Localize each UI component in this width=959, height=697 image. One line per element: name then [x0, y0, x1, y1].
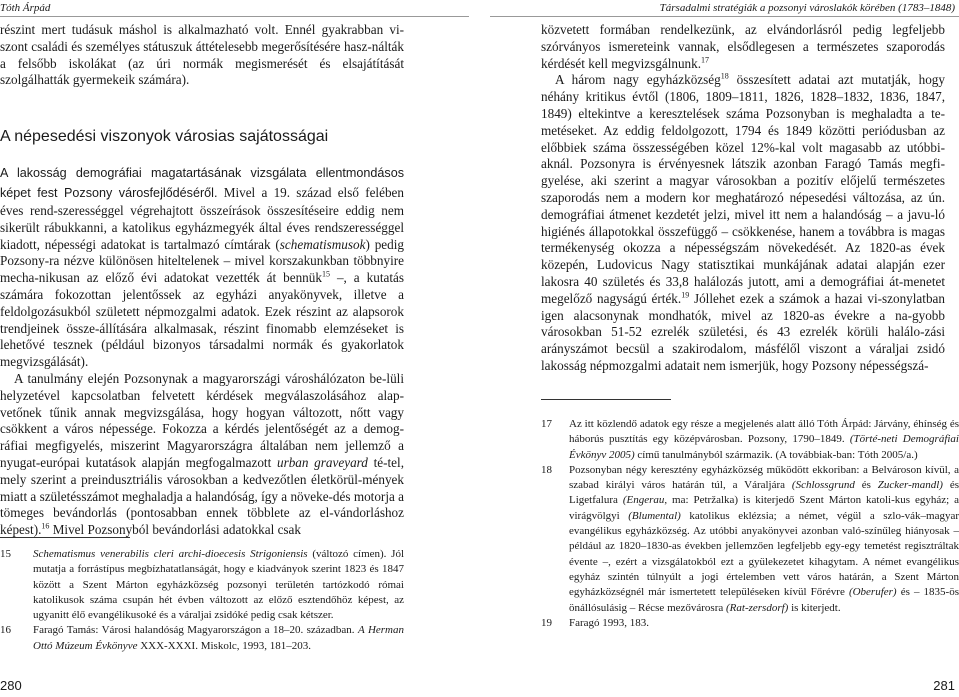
lead-text: A lakosság demográfiai magatartásának vizsgálata ellentmondásos képet fest Pozsony városfejlődéséről. [0, 166, 404, 200]
footnote-em: (Schlossgrund [791, 479, 855, 492]
footnote-text: Az itt közlendő adatok egy része a megjelenés alatt álló Tóth Árpád: Járvány, éhínség és háborús pusztítás egy középvárosban. Pozsony, 1790–1849. [569, 418, 959, 446]
p2-text-a: A tanulmány elején Pozsonynak a magyarországi városhálózaton be-lüli helyzetével kapcsolatban felvetett kérdések megválaszolásához alap-vetőnek tűnik annak megvizsgálása, hogy hogyan változott, nőtt vagy csökkent a város népessége. Fokozza a kérdés jelentőségét az a demog-ráfiai megfigyelés, miszerint Magyarországra általában nem jellemző a nyugat-európai kutatások alapján megfogalmazott [0, 370, 404, 470]
footnote-text: című tanulmányból származik. (A továbbiak-ban: Tóth 2005/a.) [634, 448, 918, 461]
header-rule-right [490, 16, 959, 17]
footnote-15 [0, 547, 404, 623]
footnote-em: Schematismus venerabilis cleri archi-dioecesis Strigoniensis [33, 548, 308, 560]
footnote-divider-right [541, 399, 671, 400]
header-rule-left [0, 16, 469, 17]
left-intro-paragraph [0, 22, 404, 89]
footnote-em: (Engerau [622, 494, 665, 507]
footnote-number: 16 [0, 624, 11, 637]
running-header-right: Társadalmi stratégiák a pozsonyi városlakók körében (1783–1848) [659, 2, 955, 14]
p1-text-a: Mivel a 19. század első felében éves rend-szerességgel végrehajtott összeírások összesítéseire eddig nem sikerült rábukkanni, a katolikus egyházmegyék által éves rendszerességgel kiadott, népességi adatokat is tartalmazó címtárak ( [0, 185, 404, 252]
footnote-text: Pozsonyban négy keresztény egyházközség működött ekkoriban: a Belvároson kívül, a szabad királyi város határán túl, a Váraljára [569, 463, 959, 492]
left-body [0, 163, 404, 539]
footnote-18 [541, 463, 959, 616]
footnote-number: 15 [0, 548, 11, 560]
footnote-text: (változó címen). Jól mutatja a forrástípus megbízhatatlanságát, hogy e kiadványok szerint 1823 és 1847 között a Szent Márton egyházközség pozsonyi területén tartózkodó római katolikusok száma csupán hét évben változott az előző esztendőhöz képest, az ugyanitt élő evangélikusoké és a váraljai zsidóké pedig csak kétszer. [33, 548, 404, 622]
footnote-number: 19 [541, 616, 552, 629]
section-heading: A népesedési viszonyok városias sajátosságai [0, 128, 329, 145]
footnote-em: (Törté-neti Demográfiai Évkönyv 2005) [569, 433, 959, 461]
footnote-number: 17 [541, 418, 552, 430]
footnote-17 [541, 417, 959, 463]
footnote-text: XXX-XXXI. Miskolc, 1993, 181–203. [137, 639, 312, 652]
left-intro-text: részint mert tudásuk máshol is alkalmazható volt. Ennél gyakrabban vi-szont családi és személyes státuszuk áttételesebb megerősítésére hasz-nálták a felsőbb iskolákat (az úri normák megismerését és elsajátítását szolgálhatták gyermekeik számára). [0, 22, 404, 88]
footnote-ref-16[interactable]: 16 [41, 521, 50, 531]
footnote-em: A Herman Ottó Múzeum Évkönyve [33, 624, 405, 652]
footnote-text: Faragó Tamás: Városi halandóság Magyarországon a 18–20. században. [33, 624, 358, 637]
footnotes-right [541, 417, 959, 631]
rp2-text-c: Jóllehet ezek a számok a hazai vi-szonylatban igen alacsonynak mondhatók, mivel az 1820-as évekre a na-gyobb városokban 51-52 ezrelék születési, és 43 ezrelék körüli halálo-zási arányszámot becsül a szakirodalom, másfélől viszont a váraljai zsidó lakosság népmozgalmi adatait nem ismerjük, hogy Pozsony népességszá- [541, 290, 945, 373]
footnote-19 [541, 616, 959, 631]
left-paragraph-1 [0, 163, 404, 371]
footnote-text: is kiterjedt. [788, 601, 841, 614]
footnote-em: (Oberufer) [848, 586, 897, 599]
footnote-text: és [854, 479, 878, 492]
running-header-left: Tóth Árpád [0, 2, 51, 14]
footnotes-left [0, 547, 404, 654]
footnote-divider-left [0, 537, 130, 538]
p2-text-b: té-tel, mely szerint a preindusztriális városokban a kedvezőtlen életkörül-mények miatt a születésszámot meghaladja a halandóság, így a növeke-dés motorja a tömeges bevándorlás (pontosabban ennek többlete az el-vándorláshoz képest). [0, 454, 405, 538]
left-paragraph-2 [0, 371, 404, 539]
rp2-text-a: A három nagy egyházközség [555, 72, 721, 88]
p1-em: schematismusok [279, 236, 366, 252]
page-number-left: 280 [0, 678, 22, 693]
p2-em: urban graveyard [276, 454, 368, 470]
footnote-em: Zucker-mandl) [877, 479, 943, 492]
footnote-ref-17[interactable]: 17 [701, 55, 710, 65]
p1-text-c: –, a kutatás számára fokozottan jelentőssek az egyházi anyakönyvek, illetve a feldolgozásukból született népmozgalmi adatok. Ezek részint az alapsorok trendjeinek össze-állítására alkalmasak, részint finomabb elemzéseket is lehetővé tesznek (például bizonyos társadalmi normák és gyakorlatok megvizsgálását). [0, 270, 404, 370]
right-body [541, 22, 945, 375]
rp1-text: közvetett formában rendelkezünk, az elvándorlásról pedig legfeljebb szórványos ismereteink vannak, elsődlegesen a természetes szaporodás kérdését kell megvizsgálnunk. [541, 22, 945, 71]
page-number-right: 281 [933, 678, 955, 693]
right-paragraph-2 [541, 72, 945, 374]
footnote-text: és – 1835-ös önállósulásig – Récse mezővárosra [569, 586, 959, 614]
footnote-16 [0, 623, 404, 654]
footnote-text: és Ligetfalura [569, 479, 959, 507]
footnote-text: , ma: Petržalka) is kiterjedő Szent Márton katoli-kus egyház; a virágvölgyi [569, 494, 959, 522]
footnote-em: (Blumental) [628, 509, 681, 522]
footnote-number: 18 [541, 463, 552, 476]
rp2-text-b: összesített adatai azt mutatják, hogy néhány kritikus évtől (1806, 1809–1811, 1826, 1828–1832, 1836, 1847, 1849) eltekintve a keresztelések száma Pozsonyban is meghaladta a te-metéseket. Az eddig feldolgozott, 1794 és 1849 közötti periódusban az előbbiek száma összességében közel 12%-kal volt magasabb az utóbbi-aknál. Pozsonyra is érvényesnek látszik azonban Faragó Tamás megfi-gyelése, aki szerint a magyar városokban a pozitív előjelű természetes szaporodás nem a modern kor meghatározó népesedési változása, az ún. demográfiai átmenet kezdetét jelzi, mivel itt nem a halandóság – a javu-ló higiénés állapotokkal összefüggő – csökkenése, hanem a továbbra is magas termékenység okozza a népességszám növekedését. Az 1820-as évek közepén, Ludovicus Nagy statisztikai munkájának adatai alapján ezer lakosra 40 születés és 33,8 halálozás jutott, ami a demográfiai át-menetet megelőző nagyságú érték. [541, 72, 945, 306]
footnote-text: katolikus eklézsia; a német, végül a szlo-vák–magyar evangélikus egyházközség. Az utóbbi anyakönyvei azonban való-színűleg hiányosak – például az 1820–1830-as években jellemzően legfeljebb egy-egy temetést regisztráltak évente –, ezért a vizsgálatokból ezt a gyülekezetet kihagytam. A német evangélikus egyház szintén túlnyúlt a jogi értelemben vett város határán, a Szent Márton egyházközségnél már ismertetett településeken kívül Főrévre [569, 509, 959, 599]
footnote-ref-18[interactable]: 18 [720, 72, 729, 81]
footnote-ref-19[interactable]: 19 [681, 290, 690, 300]
p2-text-c: Mivel Pozsonyból bevándorlási adatokkal csak [49, 522, 301, 538]
footnote-ref-15[interactable]: 15 [321, 269, 330, 279]
footnote-text: Faragó 1993, 183. [569, 616, 650, 629]
p1-text-b: ) pedig Pozsony-ra nézve különösen hiteltelenek – mivel korszakunkban többnyire mecha-nikusan az előző évi adatokat vezették át bennük [0, 236, 404, 286]
footnote-em: (Rat-zersdorf) [726, 601, 789, 614]
right-paragraph-1 [541, 22, 945, 72]
